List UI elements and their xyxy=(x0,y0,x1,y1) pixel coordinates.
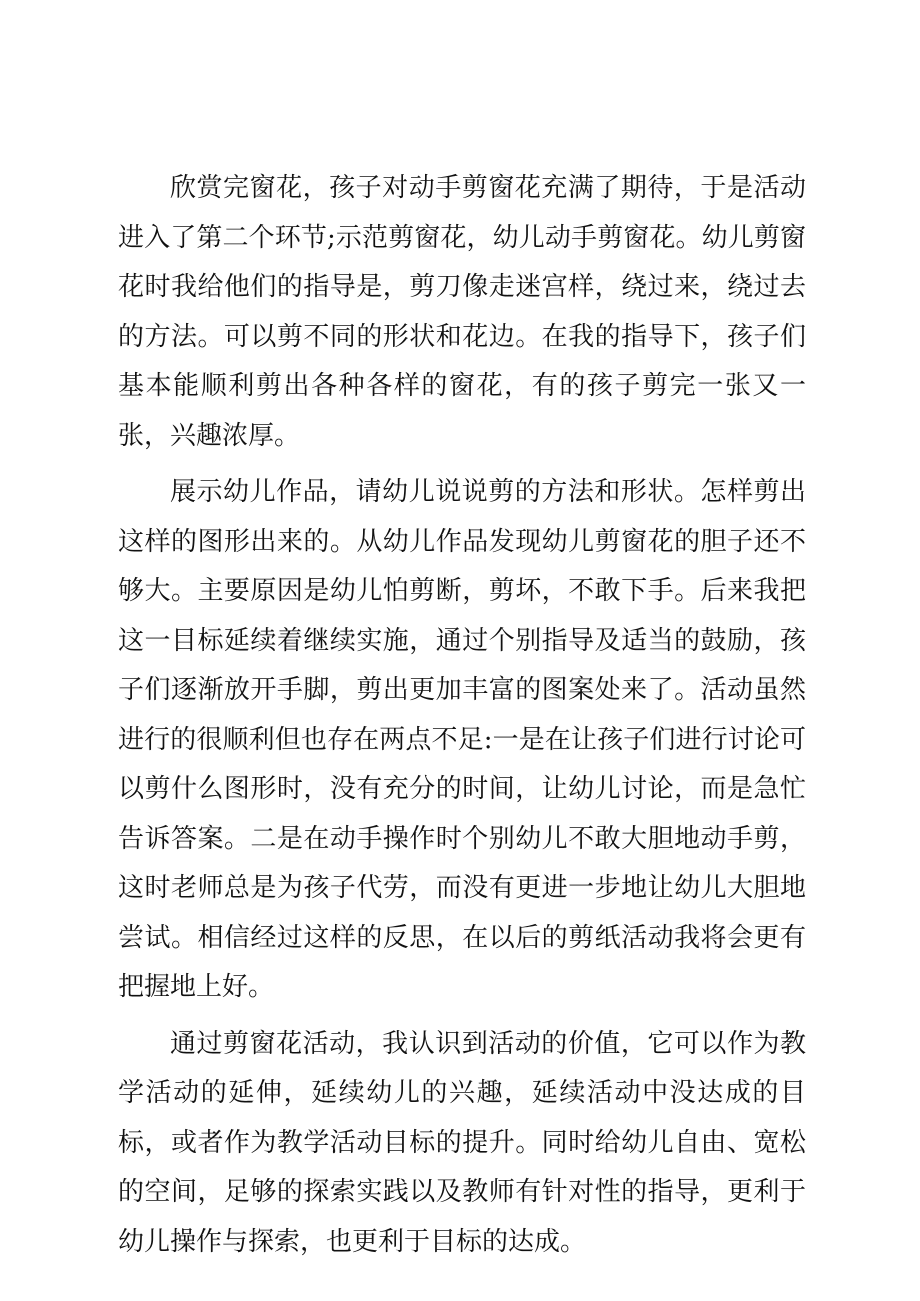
paragraph-1: 欣赏完窗花，孩子对动手剪窗花充满了期待，于是活动进入了第二个环节;示范剪窗花，幼儿动手剪窗花。幼儿剪窗花时我给他们的指导是，剪刀像走迷宫样，绕过来，绕过去的方法。可以剪不同的形状和花边。在我的指导下，孩子们基本能顺利剪出各种各样的窗花，有的孩子剪完一张又一张，兴趣浓厚。 xyxy=(118,173,806,451)
paragraph-2: 展示幼儿作品，请幼儿说说剪的方法和形状。怎样剪出这样的图形出来的。从幼儿作品发现幼儿剪窗花的胆子还不够大。主要原因是幼儿怕剪断，剪坏，不敢下手。后来我把这一目标延续着继续实施，通过个别指导及适当的鼓励，孩子们逐渐放开手脚，剪出更加丰富的图案处来了。活动虽然进行的很顺利但也存在两点不足:一是在让孩子们进行讨论可以剪什么图形时，没有充分的时间，让幼儿讨论，而是急忙告诉答案。二是在动手操作时个别幼儿不敢大胆地动手剪，这时老师总是为孩子代劳，而没有更进一步地让幼儿大胆地尝试。相信经过这样的反思，在以后的剪纸活动我将会更有把握地上好。 xyxy=(118,477,806,1002)
paragraph-3: 通过剪窗花活动，我认识到活动的价值，它可以作为教学活动的延伸，延续幼儿的兴趣，延续活动中没达成的目标，或者作为教学活动目标的提升。同时给幼儿自由、宽松的空间，足够的探索实践以及教师有针对性的指导，更利于幼儿操作与探索，也更利于目标的达成。 xyxy=(118,1028,806,1257)
document-body xyxy=(118,164,806,1274)
